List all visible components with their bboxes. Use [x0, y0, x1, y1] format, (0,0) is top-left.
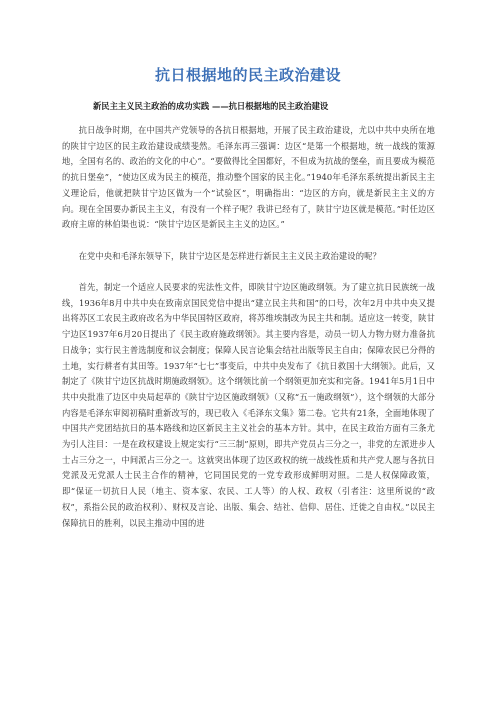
document-subtitle: 新民主主义民主政治的成功实践 ——抗日根据地的民主政治建设 [93, 101, 329, 111]
paragraph-gap [62, 233, 435, 249]
document-title: 抗日根据地的民主政治建设 [154, 66, 341, 84]
paragraph-constitution: 首先，制定一个适应人民要求的宪法性文件，即陕甘宁边区施政纲领。为了建立抗日民族统一战线，1936年8月中共中央在致南京国民党信中提出“建立民主共和国”的口号，次年2月中共中央又提出将苏区工农民主政府改名为中华民国特区政府，将苏维埃制改为民主共和制。适应这一转变，陕甘宁边区1937年6月20日提出了《民主政府施政纲领》。其主要内容是，动员一切人力物力财力准备抗日战争；实行民主普选制度和议会制度；保障人民言论集会结社出版等民主自由；保障农民已分得的土地，实行耕者有其田等。1937年“七七”事变后，中共中央发布了《抗日救国十大纲领》。此后，又制定了《陕甘宁边区抗战时期施政纲领》。这个纲领比前一个纲领更加充实和完备。1941年5月1日中共中央批准了边区中央局起草的《陕甘宁边区施政纲领》（又称“五一施政纲领”），这个纲领的大部分内容是毛泽东审阅初稿时重新改写的，现已收入《毛泽东文集》第二卷。它共有21条，全面地体现了中国共产党团结抗日的基本路线和边区新民主主义社会的基本方针。其中，在民主政治方面有三条尤为引人注目：一是在政权建设上规定实行“三三制”原则，即共产党员占三分之一，非党的左派进步人士占三分之一，中间派占三分之一。这就突出体现了边区政权的统一战线性质和共产党人愿与各抗日党派及无党派人士民主合作的精神，它同国民党的一党专政形成鲜明对照。二是人权保障政策，即“保证一切抗日人民（地主、资本家、农民、工人等）的人权、政权（引者注：这里所说的“政权”，系指公民的政治权利）、财权及言论、出版、集会、结社、信仰、居住、迁徙之自由权。”以民主保障抗日的胜利，以民主推动中国的进 [62, 282, 435, 528]
paragraph-gap [62, 264, 435, 280]
paragraph-question: 在党中央和毛泽东领导下，陕甘宁边区是怎样进行新民主主义民主政治建设的呢？ [78, 250, 381, 261]
document-body [62, 123, 435, 531]
paragraph-intro: 抗日战争时期，在中国共产党领导的各抗日根据地，开展了民主政治建设，尤以中共中央所在地的陕甘宁边区的民主政治建设成绩斐然。毛泽东再三强调：边区“是第一个根据地，统一战线的策源地，全国有名的、政治的文化的中心”。“要做得比全国都好，不但成为抗战的堡垒，而且要成为模范的抗日堡垒”，“使边区成为民主的模范，推动整个国家的民主化。”1940年毛泽东系统提出新民主主义理论后，他就把陕甘宁边区做为一个“试验区”，明确指出：“边区的方向，就是新民主主义的方向。现在全国要办新民主主义，有没有一个样子呢？我讲已经有了，陕甘宁边区就是模范。”时任边区政府主席的林伯渠也说：“陕甘宁边区是新民主主义的边区。” [62, 125, 435, 230]
